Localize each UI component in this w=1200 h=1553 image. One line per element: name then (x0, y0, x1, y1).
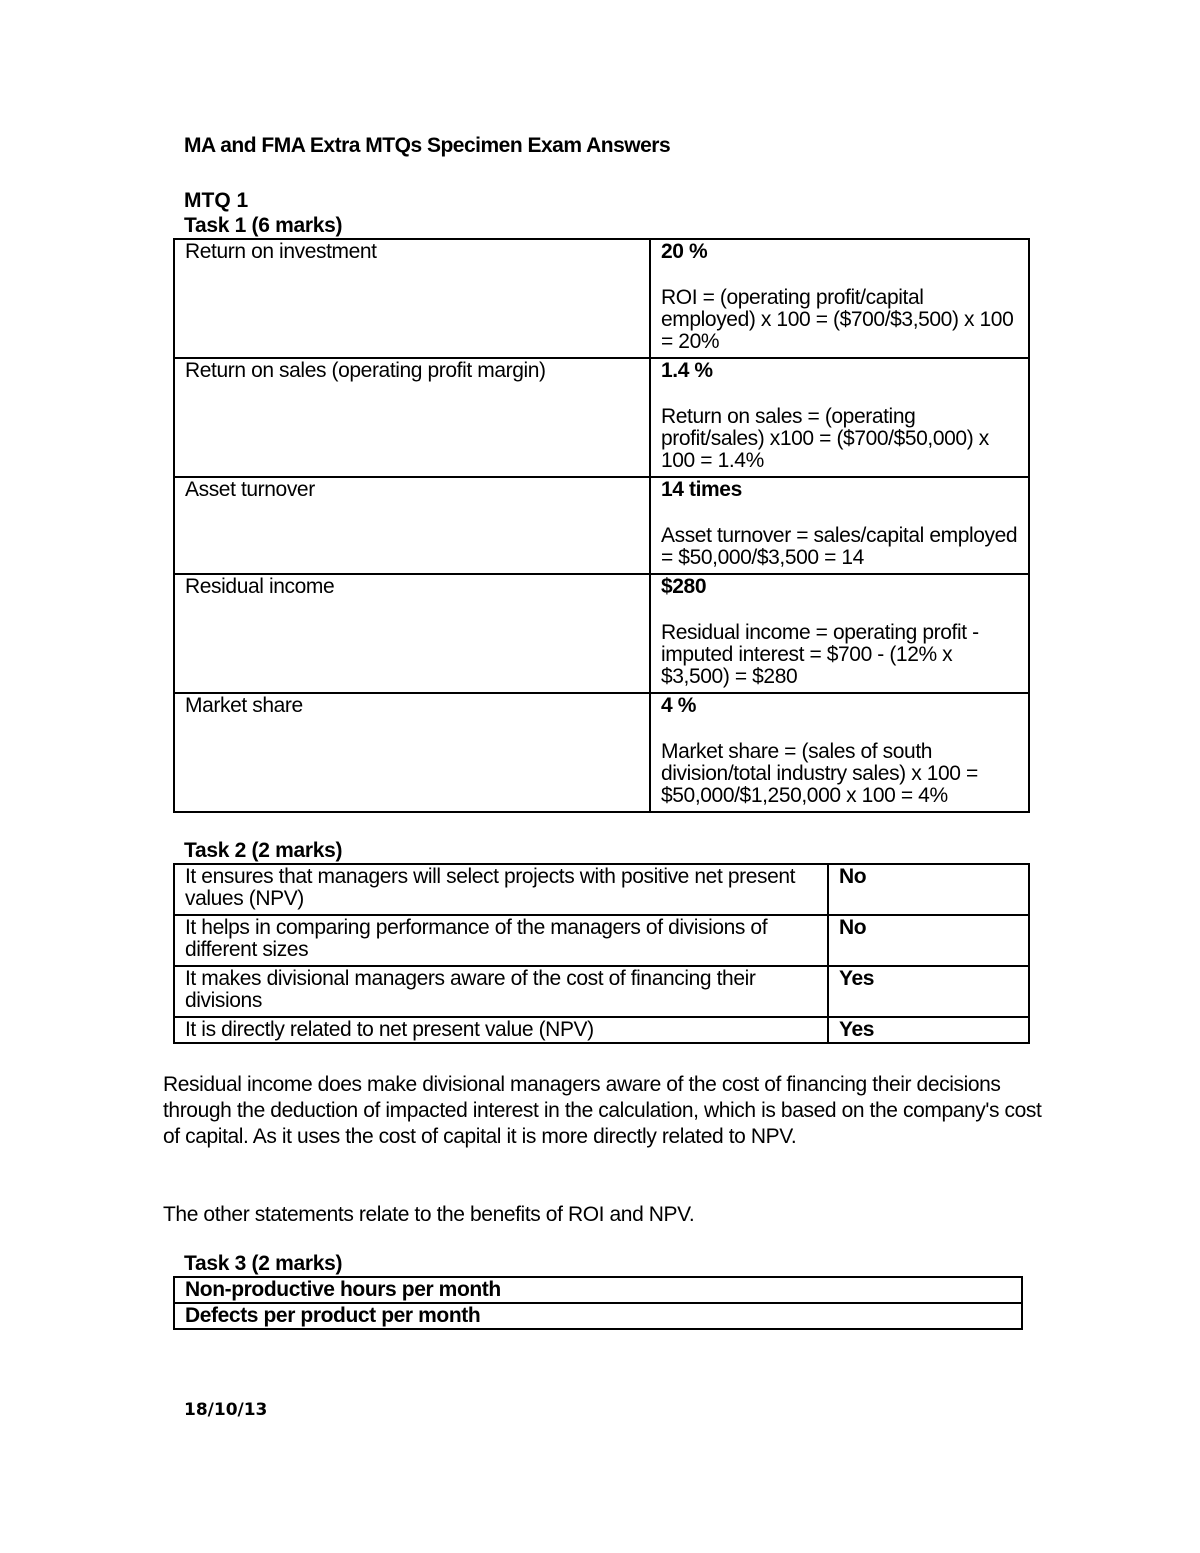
metric-explanation: Residual income = operating profit - imputed interest = $700 - (12% x $3,500) = $280 (661, 621, 979, 688)
footer-date: 18/10/13 (184, 1400, 268, 1420)
table-row (174, 693, 1029, 812)
task2-heading: Task 2 (2 marks) (184, 839, 343, 862)
metric-value: 4 % (661, 694, 696, 717)
answer-cell: No (828, 864, 1029, 915)
metric-value: $280 (661, 575, 707, 598)
task3-heading: Task 3 (2 marks) (184, 1252, 343, 1275)
table-row (174, 1017, 1029, 1043)
metric-label: Market share (174, 693, 650, 812)
explanation-paragraph: Residual income does make divisional managers aware of the cost of financing their decisions through the deduction of impacted interest in the calculation, which is based on the company's cost of capital. As it uses the cost of capital it is more directly related to NPV. (163, 1073, 1042, 1148)
measure-cell: Defects per product per month (174, 1303, 1022, 1329)
table-row (174, 477, 1029, 574)
table-row (174, 1303, 1022, 1329)
metric-value: 1.4 % (661, 359, 713, 382)
measure-cell: Non-productive hours per month (174, 1277, 1022, 1303)
document-title: MA and FMA Extra MTQs Specimen Exam Answers (184, 134, 671, 157)
table-row (174, 915, 1029, 966)
table-row (174, 239, 1029, 358)
task2-table (173, 863, 1030, 1044)
metric-label: Return on sales (operating profit margin) (174, 358, 650, 477)
metric-label: Asset turnover (174, 477, 650, 574)
metric-value: 20 % (661, 240, 708, 263)
table-row (174, 358, 1029, 477)
metric-explanation: ROI = (operating profit/capital employed) x 100 = ($700/$3,500) x 100 = 20% (661, 286, 1014, 353)
task1-heading: Task 1 (6 marks) (184, 214, 343, 237)
metric-answer-cell (650, 358, 1029, 477)
statement-cell: It helps in comparing performance of the managers of divisions of different sizes (174, 915, 828, 966)
metric-answer-cell (650, 477, 1029, 574)
table-row (174, 1277, 1022, 1303)
metric-label: Residual income (174, 574, 650, 693)
other-statements-paragraph: The other statements relate to the benefits of ROI and NPV. (163, 1203, 695, 1226)
answer-cell: Yes (828, 966, 1029, 1017)
mtq-heading: MTQ 1 (184, 189, 249, 212)
metric-answer-cell (650, 693, 1029, 812)
answer-cell: No (828, 915, 1029, 966)
statement-cell: It is directly related to net present value (NPV) (174, 1017, 828, 1043)
table-row (174, 574, 1029, 693)
metric-value: 14 times (661, 478, 742, 501)
metric-explanation: Return on sales = (operating profit/sales) x100 = ($700/$50,000) x 100 = 1.4% (661, 405, 989, 472)
task3-table (173, 1276, 1023, 1330)
answer-cell: Yes (828, 1017, 1029, 1043)
metric-answer-cell (650, 574, 1029, 693)
statement-cell: It ensures that managers will select projects with positive net present values (NPV) (174, 864, 828, 915)
metric-answer-cell (650, 239, 1029, 358)
metric-label: Return on investment (174, 239, 650, 358)
metric-explanation: Asset turnover = sales/capital employed = $50,000/$3,500 = 14 (661, 524, 1018, 569)
task1-table (173, 238, 1030, 813)
table-row (174, 864, 1029, 915)
table-row (174, 966, 1029, 1017)
statement-cell: It makes divisional managers aware of the cost of financing their divisions (174, 966, 828, 1017)
metric-explanation: Market share = (sales of south division/total industry sales) x 100 = $50,000/$1,250,000 x 100 = 4% (661, 740, 978, 807)
